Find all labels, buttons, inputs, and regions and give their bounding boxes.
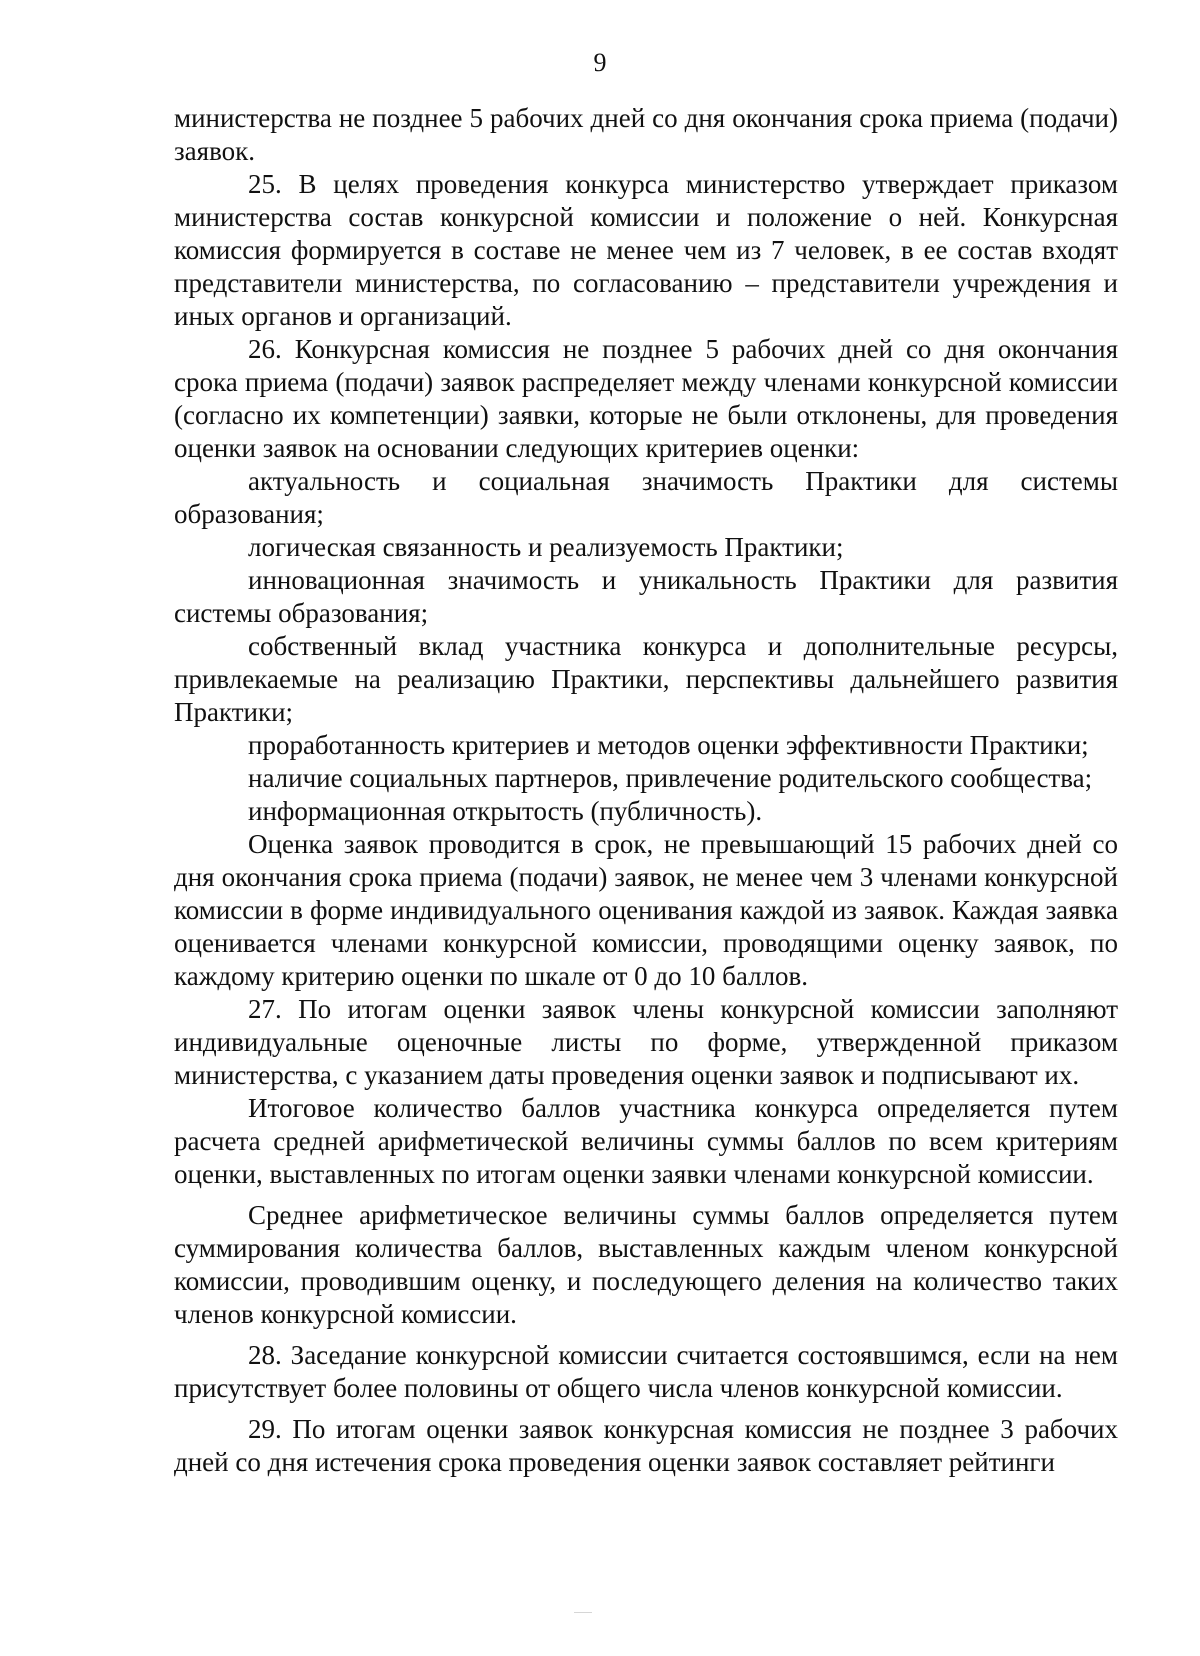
document-body	[174, 102, 1118, 1479]
paragraph-29-ratings: 29. По итогам оценки заявок конкурсная комиссия не позднее 3 рабочих дней со дня истечения срока проведения оценки заявок составляет рейтинги	[174, 1414, 1118, 1477]
criterion-social-partners: наличие социальных партнеров, привлечение родительского сообщества;	[248, 763, 1093, 793]
criterion-evaluation-methods: проработанность критериев и методов оценки эффективности Практики;	[248, 730, 1089, 760]
criterion-logical-coherence: логическая связанность и реализуемость Практики;	[248, 532, 844, 562]
criterion-own-contribution: собственный вклад участника конкурса и дополнительные ресурсы, привлекаемые на реализацию Практики, перспективы дальнейшего развития Практики;	[174, 631, 1118, 727]
criterion-innovation: инновационная значимость и уникальность Практики для развития системы образования;	[174, 565, 1118, 628]
paragraph-26-evaluation-criteria: 26. Конкурсная комиссия не позднее 5 рабочих дней со дня окончания срока приема (подачи) заявок распределяет между членами конкурсной комиссии (согласно их компетенции) заявки, которые не были отклонены, для проведения оценки заявок на основании следующих критериев оценки:	[174, 334, 1118, 463]
paragraph-final-score: Итоговое количество баллов участника конкурса определяется путем расчета средней арифметической величины суммы баллов по всем критериям оценки, выставленных по итогам оценки заявки членами конкурсной комиссии.	[174, 1093, 1118, 1189]
paragraph-evaluation-period: Оценка заявок проводится в срок, не превышающий 15 рабочих дней со дня окончания срока приема (подачи) заявок, не менее чем 3 членами конкурсной комиссии в форме индивидуального оценивания каждой из заявок. Каждая заявка оценивается членами конкурсной комиссии, проводящими оценку заявок, по каждому критерию оценки по шкале от 0 до 10 баллов.	[174, 829, 1118, 991]
paragraph-average-calculation: Среднее арифметическое величины суммы баллов определяется путем суммирования количества баллов, выставленных каждым членом конкурсной комиссии, проводившим оценку, и последующего деления на количество таких членов конкурсной комиссии.	[174, 1200, 1118, 1329]
criterion-relevance: актуальность и социальная значимость Практики для системы образования;	[174, 466, 1118, 529]
paragraph-27-evaluation-sheets: 27. По итогам оценки заявок члены конкурсной комиссии заполняют индивидуальные оценочные листы по форме, утвержденной приказом министерства, с указанием даты проведения оценки заявок и подписывают их.	[174, 994, 1118, 1090]
paragraph-continuation: министерства не позднее 5 рабочих дней со дня окончания срока приема (подачи) заявок.	[174, 103, 1118, 166]
paragraph-28-quorum: 28. Заседание конкурсной комиссии считается состоявшимся, если на нем присутствует более половины от общего числа членов конкурсной комиссии.	[174, 1340, 1118, 1403]
page-number: 9	[593, 48, 607, 77]
criterion-information-openness: информационная открытость (публичность).	[248, 796, 763, 826]
paragraph-25-commission-approval: 25. В целях проведения конкурса министерство утверждает приказом министерства состав конкурсной комиссии и положение о ней. Конкурсная комиссия формируется в составе не менее чем из 7 человек, в ее состав входят представители министерства, по согласованию – представители учреждения и иных органов и организаций.	[174, 169, 1118, 331]
scan-artifact-mark	[574, 1612, 592, 1613]
